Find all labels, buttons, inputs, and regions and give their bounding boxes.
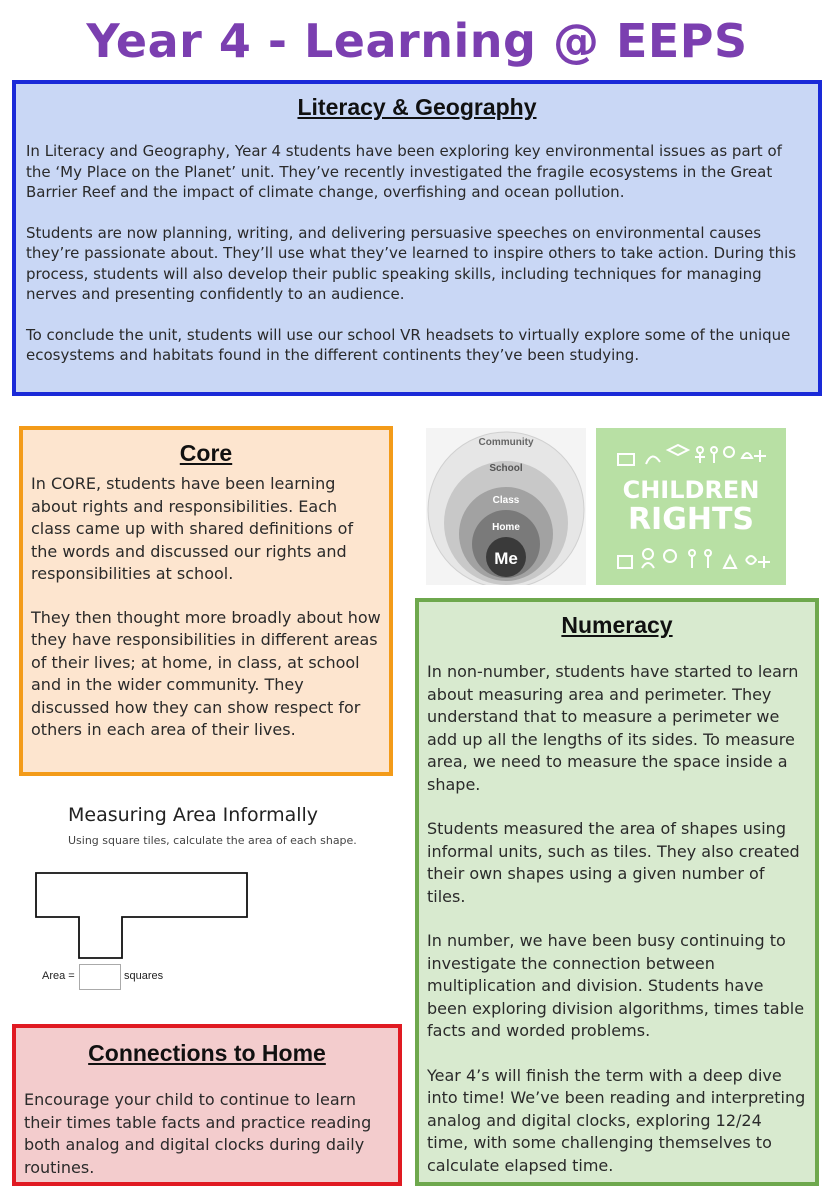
literacy-heading: Literacy & Geography [297, 94, 537, 120]
circle-label-me: Me [494, 549, 518, 568]
literacy-paragraph: To conclude the unit, students will use our school VR headsets to virtually explore some of the unique ecosystems and habitats found in the different continents they’ve been studying. [26, 325, 791, 364]
numeracy-paragraph: In number, we have been busy continuing to investigate the connection between multiplication and division. Students have been exploring division algorithms, times table facts and worded problems. [427, 931, 805, 1040]
home-heading: Connections to Home [88, 1040, 326, 1066]
core-heading: Core [179, 440, 233, 466]
numeracy-section [415, 598, 819, 1186]
numeracy-paragraph: In non-number, students have started to learn about measuring area and perimeter. They understand that to measure a perimeter we add up all the lengths of its sides. To measure area, we need to measure the space inside a shape. [427, 662, 799, 794]
rights-title-line1: CHILDREN [622, 476, 760, 504]
area-label: Area = [42, 970, 75, 982]
circle-label-school: School [489, 463, 523, 474]
page-title: Year 4 - Learning @ EEPS [86, 14, 748, 68]
numeracy-paragraph: Year 4’s will finish the term with a deep dive into time! We’ve been reading and interpreting analog and digital clocks, exploring 12/24 time, with some challenging themselves to calculate elapsed time. [427, 1065, 806, 1175]
connections-home-section [12, 1024, 402, 1186]
core-paragraph: In CORE, students have been learning about rights and responsibilities. Each class came up with shared definitions of the words and discussed our rights and responsibilities at school. [31, 474, 354, 583]
area-unit-label: squares [124, 970, 164, 982]
rights-title-line2: RIGHTS [627, 502, 755, 537]
circle-label-home: Home [492, 522, 520, 533]
circle-label-community: Community [478, 437, 534, 448]
core-section [19, 426, 393, 776]
worksheet-subtitle: Using square tiles, calculate the area of each shape. [68, 834, 357, 847]
measuring-area-worksheet [28, 800, 368, 1000]
core-paragraph: They then thought more broadly about how they have responsibilities in different areas of their lives; at home, in class, at school and in the wider community. They discussed how they can show respect for others in each area of their lives. [31, 607, 381, 739]
community-circles-image [426, 428, 586, 585]
literacy-paragraph: In Literacy and Geography, Year 4 students have been exploring key environmental issues as part of the ‘My Place on the Planet’ unit. They’ve recently investigated the fragile ecosystems in the Great Barrier Reef and the impact of climate change, overfishing and ocean pollution. [26, 142, 782, 201]
numeracy-paragraph: Students measured the area of shapes using informal units, such as tiles. They also created their own shapes using a given number of tiles. [427, 819, 800, 906]
literacy-geography-section [12, 80, 822, 396]
circle-label-class: Class [492, 495, 520, 506]
area-answer-box [79, 964, 121, 990]
children-rights-image [596, 428, 786, 585]
literacy-paragraph: Students are now planning, writing, and delivering persuasive speeches on environmental causes they’re passionate about. They’ll use what they’ve learned to inspire others to take action. During this process, students will also develop their public speaking skills, including techniques for managing nerves and presenting confidently to an audience. [26, 223, 797, 303]
numeracy-heading: Numeracy [561, 612, 673, 638]
worksheet-title: Measuring Area Informally [68, 804, 319, 826]
home-paragraph: Encourage your child to continue to learn their times table facts and practice reading both analog and digital clocks during daily routines. [24, 1090, 372, 1177]
